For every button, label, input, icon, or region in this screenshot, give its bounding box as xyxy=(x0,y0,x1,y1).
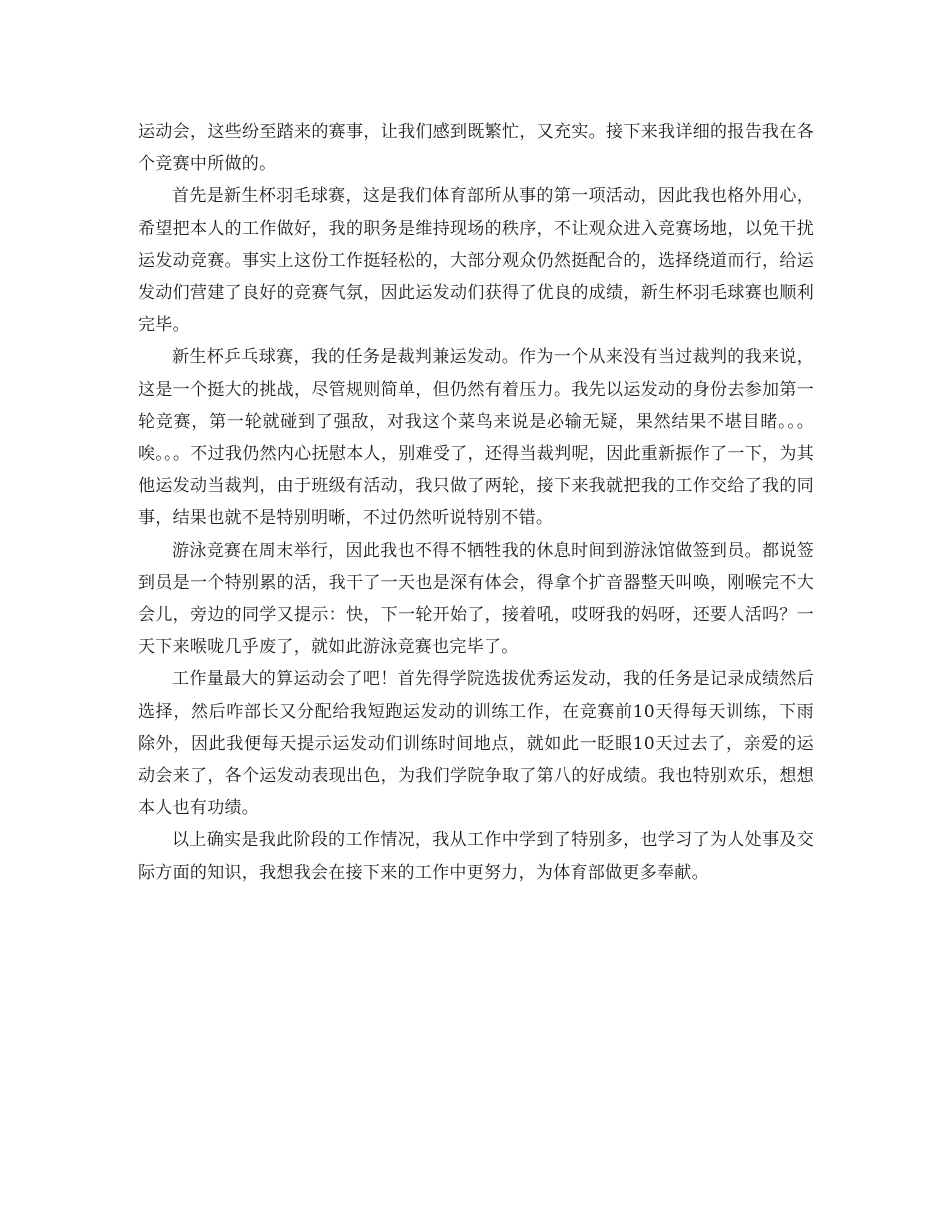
document-body xyxy=(138,116,814,889)
paragraph-2: 首先是新生杯羽毛球赛，这是我们体育部所从事的第一项活动，因此我也格外用心，希望把本人的工作做好，我的职务是维持现场的秩序，不让观众进入竞赛场地，以免干扰运发动竞赛。事实上这份工作挺轻松的，大部分观众仍然挺配合的，选择绕道而行，给运发动们营建了良好的竞赛气氛，因此运发动们获得了优良的成绩，新生杯羽毛球赛也顺利完毕。 xyxy=(138,186,814,336)
paragraph-6: 以上确实是我此阶段的工作情况，我从工作中学到了特别多，也学习了为人处事及交际方面的知识，我想我会在接下来的工作中更努力，为体育部做更多奉献。 xyxy=(138,830,814,883)
paragraph-5: 工作量最大的算运动会了吧！首先得学院选拔优秀运发动，我的任务是记录成绩然后选择，然后咋部长又分配给我短跑运发动的训练工作，在竞赛前10天得每天训练，下雨除外，因此我便每天提示运发动们训练时间地点，就如此一眨眼10天过去了，亲爱的运动会来了，各个运发动表现出色，为我们学院争取了第八的好成绩。我也特别欢乐，想想本人也有功绩。 xyxy=(138,669,814,819)
paragraph-4: 游泳竞赛在周末举行，因此我也不得不牺牲我的休息时间到游泳馆做签到员。都说签到员是一个特别累的活，我干了一天也是深有体会，得拿个扩音器整天叫唤，刚喉完不大会儿，旁边的同学又提示：快，下一轮开始了，接着吼，哎呀我的妈呀，还要人活吗？一天下来喉咙几乎废了，就如此游泳竞赛也完毕了。 xyxy=(138,540,814,658)
paragraph-1: 运动会，这些纷至踏来的赛事，让我们感到既繁忙，又充实。接下来我详细的报告我在各个竞赛中所做的。 xyxy=(138,122,814,175)
paragraph-3: 新生杯乒乓球赛，我的任务是裁判兼运发动。作为一个从来没有当过裁判的我来说，这是一个挺大的挑战，尽管规则简单，但仍然有着压力。我先以运发动的身份去参加第一轮竞赛，第一轮就碰到了强敌，对我这个菜鸟来说是必输无疑，果然结果不堪目睹。。。唉。。。不过我仍然内心抚慰本人，别难受了，还得当裁判呢，因此重新振作了一下，为其他运发动当裁判，由于班级有活动，我只做了两轮，接下来我就把我的工作交给了我的同事，结果也就不是特别明晰，不过仍然听说特别不错。 xyxy=(138,347,814,529)
